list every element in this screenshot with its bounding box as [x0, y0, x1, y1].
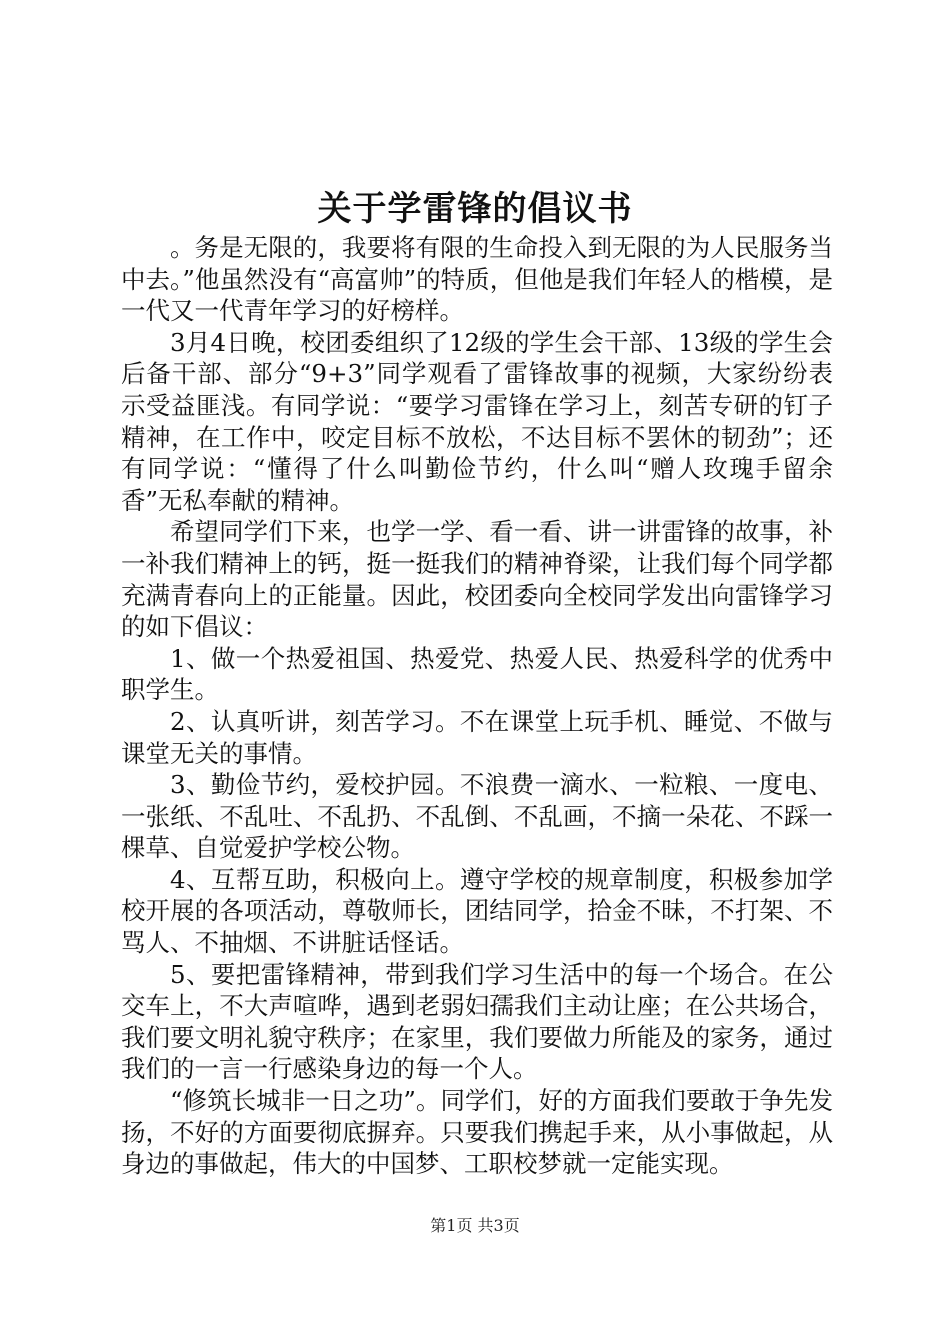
proposal-item-2: 2、认真听讲，刻苦学习。不在课堂上玩手机、睡觉、不做与课堂无关的事情。 — [121, 706, 833, 768]
paragraph-hope: 希望同学们下来，也学一学、看一看、讲一讲雷锋的故事，补一补我们精神上的钙，挺一挺我们的精神脊梁，让我们每个同学都充满青春向上的正能量。因此，校团委向全校同学发出向雷锋学习的如下倡议： — [121, 517, 833, 642]
document-body — [121, 232, 833, 1180]
paragraph-event: 3月4日晚，校团委组织了12级的学生会干部、13级的学生会后备干部、部分“9+3”同学观看了雷锋故事的视频，大家纷纷表示受益匪浅。有同学说：“要学习雷锋在学习上，刻苦专研的钉子精神，在工作中，咬定目标不放松，不达目标不罢休的韧劲”；还有同学说：“懂得了什么叫勤俭节约，什么叫“赠人玫瑰手留余香”无私奉献的精神。 — [121, 327, 833, 515]
paragraph-conclusion: “修筑长城非一日之功”。同学们，好的方面我们要敢于争先发扬，不好的方面要彻底摒弃。只要我们携起手来，从小事做起，从身边的事做起，伟大的中国梦、工职校梦就一定能实现。 — [121, 1086, 833, 1179]
proposal-item-1: 1、做一个热爱祖国、热爱党、热爱人民、热爱科学的优秀中职学生。 — [121, 643, 833, 705]
proposal-item-3: 3、勤俭节约，爱校护园。不浪费一滴水、一粒粮、一度电、一张纸、不乱吐、不乱扔、不乱倒、不乱画，不摘一朵花、不踩一棵草、自觉爱护学校公物。 — [121, 770, 833, 863]
proposal-item-4: 4、互帮互助，积极向上。遵守学校的规章制度，积极参加学校开展的各项活动，尊敬师长，团结同学，拾金不昧，不打架、不骂人、不抽烟、不讲脏话怪话。 — [121, 864, 833, 958]
page-footer: 第1页 共3页 — [430, 1216, 520, 1235]
document-title: 关于学雷锋的倡议书 — [317, 189, 633, 229]
paragraph-intro: 。务是无限的，我要将有限的生命投入到无限的为人民服务当中去。”他虽然没有“高富帅”的特质，但他是我们年轻人的楷模，是一代又一代青年学习的好榜样。 — [121, 233, 833, 326]
proposal-item-5: 5、要把雷锋精神，带到我们学习生活中的每一个场合。在公交车上，不大声喧哗，遇到老弱妇孺我们主动让座；在公共场合，我们要文明礼貌守秩序；在家里，我们要做力所能及的家务，通过我们的一言一行感染身边的每一个人。 — [121, 959, 833, 1084]
